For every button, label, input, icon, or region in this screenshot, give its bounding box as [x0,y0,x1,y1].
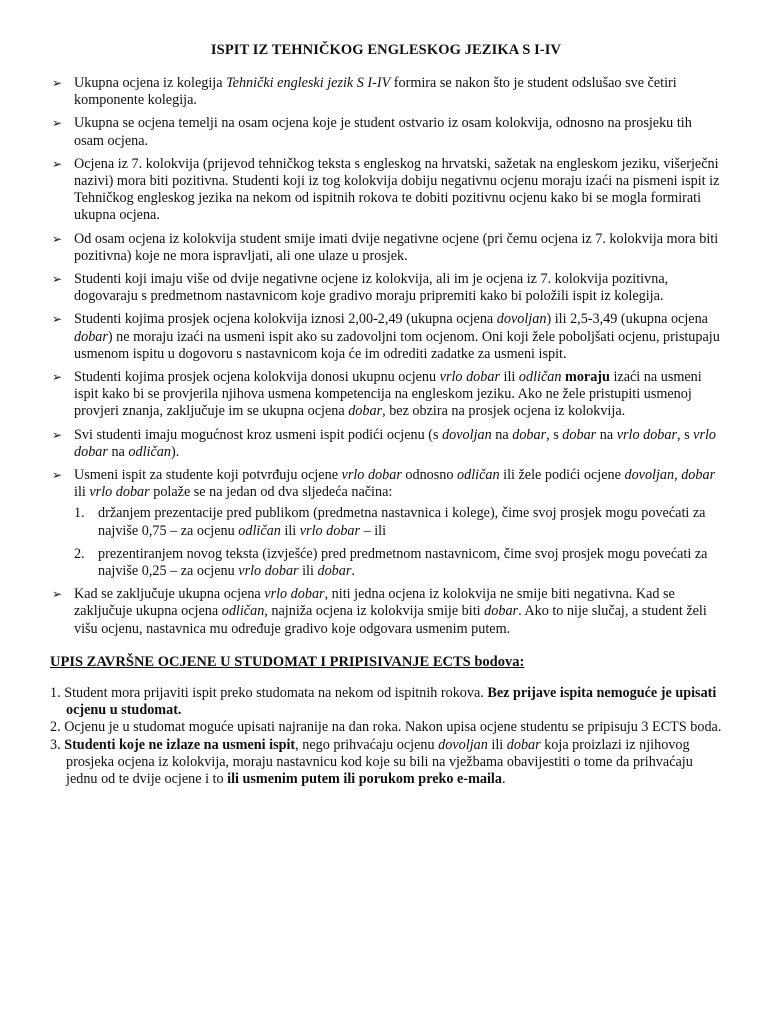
bullet-item: ➢ Ocjena iz 7. kolokvija (prijevod tehničkog teksta s engleskog na hrvatski, sažetak na engleskom jeziku, višerječni nazivi) mora biti pozitivna. Studenti koji iz tog kolokvija dobiju negativnu ocjenu moraju izaći na pismeni ispit iz Tehničkog engleskog jezika na nekom od ispitnih rokova te dobiti pozitivnu ocjenu kako bi se mogla formirati ukupna ocjena. [52,155,720,224]
numbered-step: 2. Ocjenu je u studomat moguće upisati najranije na dan roka. Nakon upisa ocjene studentu se pripisuju 3 ECTS boda. [50,719,722,736]
arrow-bullet-icon: ➢ [52,231,63,246]
section-heading: UPIS ZAVRŠNE OCJENE U STUDOMAT I PRIPISIVANJE ECTS bodova: [50,653,525,670]
numbered-step: 3. Studenti koje ne izlaze na usmeni ispit, nego prihvaćaju ocjenu dovoljan ili dobar koja proizlazi iz njihovog prosjeka ocjena iz kolokvija, moraju nastavnicu kod koje su bili na vježbama obavijestiti o tome da prihvaćaju jednu od te dvije ocjene i to ili usmenim putem ili porukom preko e-maila. [50,736,693,787]
bullet-item: ➢ Ukupna ocjena iz kolegija Tehnički engleski jezik S I-IV formira se nakon što je student odslušao sve četiri komponente kolegija. [52,75,677,109]
arrow-bullet-icon: ➢ [52,116,63,131]
document-title: ISPIT IZ TEHNIČKOG ENGLESKOG JEZIKA S I-IV [210,42,562,58]
arrow-bullet-icon: ➢ [52,272,63,287]
numbered-step: 1. Student mora prijaviti ispit preko studomata na nekom od ispitnih rokova. Bez prijave ispita nemoguće je upisati ocjenu u studomat. [50,684,717,719]
arrow-bullet-icon: ➢ [52,312,63,327]
bullet-item: ➢ Od osam ocjena iz kolokvija student smije imati dvije negativne ocjene (pri čemu ocjena iz 7. kolokvija mora biti pozitivna) koje ne mora ispravljati, ali one ulaze u prosjek. [52,230,719,264]
arrow-bullet-icon: ➢ [52,427,63,442]
bullet-item: ➢ Studenti koji imaju više od dvije negativne ocjene iz kolokvija, ali im je ocjena iz 7. kolokvija pozitivna, dogovaraju s predmetnom nastavnicom koje gradivo moraju pripremiti kako bi položili ispit iz kolegija. [52,271,669,305]
sub-list-item: 1. držanjem prezentacije pred publikom (predmetna nastavnica i kolege), čime svoj prosjek mogu povećati za najviše 0,75 – za ocjenu odličan ili vrlo dobar – ili [74,505,706,539]
arrow-bullet-icon: ➢ [52,370,63,385]
rules-bullet-list [50,75,722,638]
bullet-item: ➢ Studenti kojima prosjek ocjena kolokvija donosi ukupnu ocjenu vrlo dobar ili odličan moraju izaći na usmeni ispit kako bi se provjerila njihova usmena kompetencija na engleskom jeziku. Ako ne žele pristupiti usmenoj provjeri znanja, zaključuje im se ukupna ocjena dobar, bez obzira na prosjek ocjena iz kolokvija. [52,369,702,420]
bullet-item: ➢ Studenti kojima prosjek ocjena kolokvija iznosi 2,00-2,49 (ukupna ocjena dovoljan) ili 2,5-3,49 (ukupna ocjena dobar) ne moraju izaći na usmeni ispit ako su zadovoljni tom ocjenom. Oni koji žele poboljšati ocjenu, pristupaju usmenom ispitu u dogovoru s nastavnicom koja će im odrediti zadatke za usmeni ispit. [52,311,720,362]
arrow-bullet-icon: ➢ [52,468,63,483]
bullet-item: ➢ Ukupna se ocjena temelji na osam ocjena koje je student ostvario iz osam kolokvija, odnosno na prosjeku tih osam ocjena. [52,115,692,149]
arrow-bullet-icon: ➢ [52,587,63,602]
bullet-item: ➢ Kad se zaključuje ukupna ocjena vrlo dobar, niti jedna ocjena iz kolokvija ne smije biti negativna. Kad se zaključuje ukupna ocjena odličan, najniža ocjena iz kolokvija smije biti dobar. Ako to nije slučaj, a student želi višu ocjenu, nastavnica mu određuje gradivo koje odgovara usmenim putem. [52,586,707,637]
arrow-bullet-icon: ➢ [52,156,63,171]
oral-exam-options-list [74,505,722,580]
sub-list-item: 2. prezentiranjem novog teksta (izvješće) pred predmetnom nastavnicom, čime svoj prosjek mogu povećati za najviše 0,25 – za ocjenu vrlo dobar ili dobar. [74,545,708,580]
bullet-item: ➢ Svi studenti imaju mogućnost kroz usmeni ispit podići ocjenu (s dovoljan na dobar, s dobar na vrlo dobar, s vrlo dobar na odličan). [52,426,717,460]
numbered-steps-list [50,685,722,788]
arrow-bullet-icon: ➢ [52,76,63,90]
bullet-item: ➢ Usmeni ispit za studente koji potvrđuju ocjene vrlo dobar odnosno odličan ili žele podići ocjene dovoljan, dobar ili vrlo dobar polaže se na jedan od dva sljedeća načina: 1. držanjem prezentacije pred publikom (predmetna nastavnica i kolege), čime svoj prosjek mogu povećati za najviše 0,75 – za ocjenu odličan ili vrlo dobar – ili 2. prezentiranjem novog teksta (izvješće) pred predmetnom nastavnicom, čime svoj prosjek mogu povećati za najviše 0,25 – za ocjenu vrlo dobar ili dobar. [50,467,722,580]
